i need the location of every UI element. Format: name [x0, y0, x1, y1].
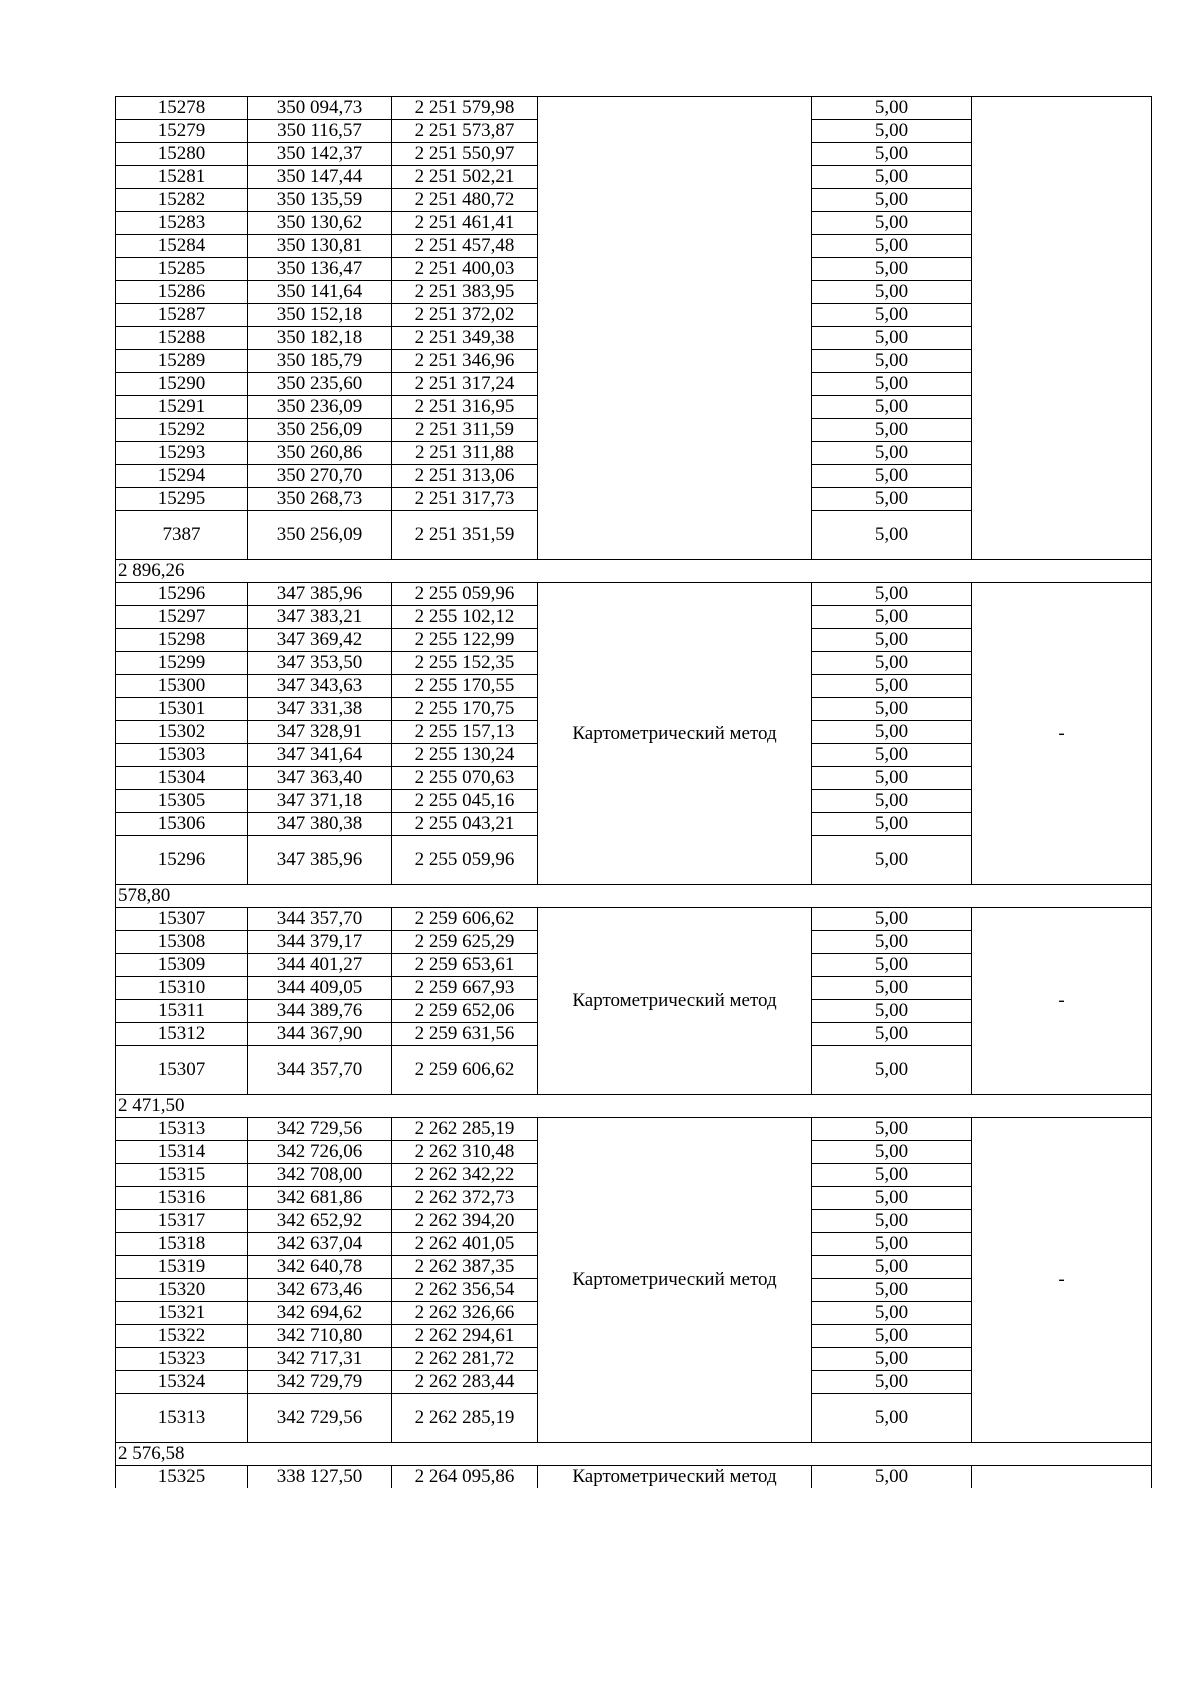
coord-y: 2 251 311,88 [392, 442, 538, 465]
coord-y: 2 251 317,73 [392, 488, 538, 511]
precision-value: 5,00 [812, 419, 972, 442]
precision-value: 5,00 [812, 1302, 972, 1325]
coord-y: 2 259 667,93 [392, 977, 538, 1000]
coord-x: 350 130,62 [248, 212, 392, 235]
coord-x: 350 236,09 [248, 396, 392, 419]
area-value: 2 896,26 [116, 560, 1152, 583]
precision-value: 5,00 [812, 258, 972, 281]
point-number: 15296 [116, 583, 248, 606]
coord-x: 342 673,46 [248, 1279, 392, 1302]
point-number: 15322 [116, 1325, 248, 1348]
coord-y: 2 262 285,19 [392, 1394, 538, 1443]
coord-y: 2 255 059,96 [392, 583, 538, 606]
coord-y: 2 255 170,75 [392, 698, 538, 721]
note-cell: - [972, 908, 1152, 1095]
precision-value: 5,00 [812, 511, 972, 560]
coord-y: 2 262 401,05 [392, 1233, 538, 1256]
coord-x: 347 343,63 [248, 675, 392, 698]
point-number: 15300 [116, 675, 248, 698]
table-row [116, 97, 1152, 120]
point-number: 15299 [116, 652, 248, 675]
coord-x: 342 729,56 [248, 1118, 392, 1141]
note-cell [972, 1466, 1152, 1489]
precision-value: 5,00 [812, 1000, 972, 1023]
point-number: 15304 [116, 767, 248, 790]
precision-value: 5,00 [812, 1164, 972, 1187]
coord-y: 2 251 383,95 [392, 281, 538, 304]
precision-value: 5,00 [812, 606, 972, 629]
precision-value: 5,00 [812, 143, 972, 166]
coord-y: 2 251 550,97 [392, 143, 538, 166]
coord-y: 2 255 045,16 [392, 790, 538, 813]
point-number: 15301 [116, 698, 248, 721]
precision-value: 5,00 [812, 767, 972, 790]
precision-value: 5,00 [812, 790, 972, 813]
precision-value: 5,00 [812, 1233, 972, 1256]
coord-y: 2 259 631,56 [392, 1023, 538, 1046]
coord-y: 2 251 457,48 [392, 235, 538, 258]
coord-x: 350 270,70 [248, 465, 392, 488]
point-number: 15313 [116, 1394, 248, 1443]
coord-x: 350 116,57 [248, 120, 392, 143]
precision-value: 5,00 [812, 977, 972, 1000]
coord-y: 2 259 606,62 [392, 908, 538, 931]
point-number: 15320 [116, 1279, 248, 1302]
coord-y: 2 259 606,62 [392, 1046, 538, 1095]
note-cell: - [972, 583, 1152, 885]
coord-y: 2 251 313,06 [392, 465, 538, 488]
area-row [116, 1095, 1152, 1118]
coord-y: 2 262 285,19 [392, 1118, 538, 1141]
coord-x: 347 363,40 [248, 767, 392, 790]
point-number: 15305 [116, 790, 248, 813]
point-number: 15316 [116, 1187, 248, 1210]
precision-value: 5,00 [812, 212, 972, 235]
coord-y: 2 255 152,35 [392, 652, 538, 675]
coord-y: 2 262 283,44 [392, 1371, 538, 1394]
coord-x: 344 409,05 [248, 977, 392, 1000]
point-number: 15317 [116, 1210, 248, 1233]
coord-x: 350 260,86 [248, 442, 392, 465]
coord-y: 2 262 326,66 [392, 1302, 538, 1325]
precision-value: 5,00 [812, 1256, 972, 1279]
coord-y: 2 255 059,96 [392, 836, 538, 885]
point-number: 15306 [116, 813, 248, 836]
precision-value: 5,00 [812, 488, 972, 511]
point-number: 15308 [116, 931, 248, 954]
precision-value: 5,00 [812, 1187, 972, 1210]
coord-x: 350 142,37 [248, 143, 392, 166]
point-number: 15289 [116, 350, 248, 373]
coord-x: 347 353,50 [248, 652, 392, 675]
coord-y: 2 251 372,02 [392, 304, 538, 327]
coord-x: 347 369,42 [248, 629, 392, 652]
point-number: 15290 [116, 373, 248, 396]
area-value: 578,80 [116, 885, 1152, 908]
point-number: 15296 [116, 836, 248, 885]
area-value: 2 471,50 [116, 1095, 1152, 1118]
note-cell [972, 97, 1152, 560]
area-row [116, 885, 1152, 908]
point-number: 15311 [116, 1000, 248, 1023]
coord-y: 2 262 356,54 [392, 1279, 538, 1302]
coord-y: 2 259 625,29 [392, 931, 538, 954]
point-number: 15298 [116, 629, 248, 652]
coord-x: 350 135,59 [248, 189, 392, 212]
precision-value: 5,00 [812, 583, 972, 606]
coord-x: 350 094,73 [248, 97, 392, 120]
precision-value: 5,00 [812, 327, 972, 350]
point-number: 15302 [116, 721, 248, 744]
coord-y: 2 251 316,95 [392, 396, 538, 419]
coord-x: 350 136,47 [248, 258, 392, 281]
coord-y: 2 251 502,21 [392, 166, 538, 189]
coord-y: 2 262 342,22 [392, 1164, 538, 1187]
coord-y: 2 251 311,59 [392, 419, 538, 442]
coord-x: 342 729,56 [248, 1394, 392, 1443]
coord-x: 350 256,09 [248, 419, 392, 442]
coord-y: 2 251 461,41 [392, 212, 538, 235]
coordinates-table-body [116, 97, 1152, 1489]
point-number: 15285 [116, 258, 248, 281]
coord-y: 2 251 351,59 [392, 511, 538, 560]
precision-value: 5,00 [812, 166, 972, 189]
point-number: 15319 [116, 1256, 248, 1279]
precision-value: 5,00 [812, 120, 972, 143]
point-number: 15307 [116, 908, 248, 931]
coord-y: 2 255 130,24 [392, 744, 538, 767]
coord-x: 342 637,04 [248, 1233, 392, 1256]
point-number: 15280 [116, 143, 248, 166]
point-number: 15312 [116, 1023, 248, 1046]
coord-y: 2 251 317,24 [392, 373, 538, 396]
precision-value: 5,00 [812, 721, 972, 744]
coord-y: 2 255 070,63 [392, 767, 538, 790]
point-number: 15286 [116, 281, 248, 304]
precision-value: 5,00 [812, 744, 972, 767]
precision-value: 5,00 [812, 836, 972, 885]
precision-value: 5,00 [812, 1371, 972, 1394]
coord-y: 2 262 387,35 [392, 1256, 538, 1279]
method-cell: Картометрический метод [538, 1118, 812, 1443]
coord-x: 347 341,64 [248, 744, 392, 767]
precision-value: 5,00 [812, 1394, 972, 1443]
point-number: 15323 [116, 1348, 248, 1371]
coord-x: 350 152,18 [248, 304, 392, 327]
precision-value: 5,00 [812, 1141, 972, 1164]
coord-x: 347 385,96 [248, 583, 392, 606]
coord-y: 2 251 579,98 [392, 97, 538, 120]
coord-y: 2 255 122,99 [392, 629, 538, 652]
point-number: 15279 [116, 120, 248, 143]
point-number: 15318 [116, 1233, 248, 1256]
coord-x: 344 367,90 [248, 1023, 392, 1046]
coord-x: 347 328,91 [248, 721, 392, 744]
precision-value: 5,00 [812, 281, 972, 304]
precision-value: 5,00 [812, 373, 972, 396]
coord-x: 350 141,64 [248, 281, 392, 304]
coord-x: 338 127,50 [248, 1466, 392, 1489]
precision-value: 5,00 [812, 908, 972, 931]
table-row [116, 1466, 1152, 1489]
coord-y: 2 251 349,38 [392, 327, 538, 350]
coord-y: 2 255 043,21 [392, 813, 538, 836]
precision-value: 5,00 [812, 954, 972, 977]
area-row [116, 560, 1152, 583]
precision-value: 5,00 [812, 1118, 972, 1141]
coord-x: 342 708,00 [248, 1164, 392, 1187]
coord-x: 344 389,76 [248, 1000, 392, 1023]
coord-x: 350 268,73 [248, 488, 392, 511]
note-cell: - [972, 1118, 1152, 1443]
coord-y: 2 259 653,61 [392, 954, 538, 977]
precision-value: 5,00 [812, 1325, 972, 1348]
point-number: 15321 [116, 1302, 248, 1325]
coord-x: 342 694,62 [248, 1302, 392, 1325]
coord-y: 2 255 102,12 [392, 606, 538, 629]
coord-y: 2 262 394,20 [392, 1210, 538, 1233]
coord-x: 350 130,81 [248, 235, 392, 258]
area-row [116, 1443, 1152, 1466]
coord-y: 2 255 157,13 [392, 721, 538, 744]
coord-x: 347 383,21 [248, 606, 392, 629]
precision-value: 5,00 [812, 698, 972, 721]
coord-y: 2 251 573,87 [392, 120, 538, 143]
precision-value: 5,00 [812, 350, 972, 373]
coord-x: 342 717,31 [248, 1348, 392, 1371]
coord-x: 344 401,27 [248, 954, 392, 977]
coord-x: 350 185,79 [248, 350, 392, 373]
point-number: 15288 [116, 327, 248, 350]
precision-value: 5,00 [812, 97, 972, 120]
coordinates-document [115, 96, 1151, 1488]
table-row [116, 583, 1152, 606]
coord-x: 342 652,92 [248, 1210, 392, 1233]
coord-x: 350 235,60 [248, 373, 392, 396]
point-number: 15303 [116, 744, 248, 767]
coord-y: 2 264 095,86 [392, 1466, 538, 1489]
precision-value: 5,00 [812, 675, 972, 698]
point-number: 15281 [116, 166, 248, 189]
point-number: 15293 [116, 442, 248, 465]
table-row [116, 1118, 1152, 1141]
point-number: 15294 [116, 465, 248, 488]
coord-x: 342 710,80 [248, 1325, 392, 1348]
point-number: 15295 [116, 488, 248, 511]
coord-x: 344 357,70 [248, 908, 392, 931]
point-number: 15278 [116, 97, 248, 120]
precision-value: 5,00 [812, 442, 972, 465]
precision-value: 5,00 [812, 465, 972, 488]
point-number: 15282 [116, 189, 248, 212]
coord-x: 350 256,09 [248, 511, 392, 560]
coord-y: 2 255 170,55 [392, 675, 538, 698]
point-number: 15315 [116, 1164, 248, 1187]
coord-x: 342 640,78 [248, 1256, 392, 1279]
coord-y: 2 262 294,61 [392, 1325, 538, 1348]
point-number: 15292 [116, 419, 248, 442]
coord-y: 2 262 310,48 [392, 1141, 538, 1164]
method-cell: Картометрический метод [538, 1466, 812, 1489]
point-number: 15309 [116, 954, 248, 977]
point-number: 15284 [116, 235, 248, 258]
coord-x: 347 371,18 [248, 790, 392, 813]
area-value: 2 576,58 [116, 1443, 1152, 1466]
precision-value: 5,00 [812, 1210, 972, 1233]
coord-y: 2 262 372,73 [392, 1187, 538, 1210]
coordinates-table [115, 96, 1152, 1488]
precision-value: 5,00 [812, 652, 972, 675]
point-number: 15324 [116, 1371, 248, 1394]
coord-x: 347 380,38 [248, 813, 392, 836]
point-number: 15310 [116, 977, 248, 1000]
precision-value: 5,00 [812, 235, 972, 258]
precision-value: 5,00 [812, 304, 972, 327]
point-number: 15291 [116, 396, 248, 419]
precision-value: 5,00 [812, 1348, 972, 1371]
point-number: 7387 [116, 511, 248, 560]
precision-value: 5,00 [812, 396, 972, 419]
precision-value: 5,00 [812, 1046, 972, 1095]
precision-value: 5,00 [812, 931, 972, 954]
coord-y: 2 251 346,96 [392, 350, 538, 373]
coord-y: 2 251 400,03 [392, 258, 538, 281]
coord-x: 350 147,44 [248, 166, 392, 189]
point-number: 15297 [116, 606, 248, 629]
precision-value: 5,00 [812, 1023, 972, 1046]
table-row [116, 908, 1152, 931]
coord-x: 347 331,38 [248, 698, 392, 721]
coord-y: 2 259 652,06 [392, 1000, 538, 1023]
method-cell: Картометрический метод [538, 908, 812, 1095]
precision-value: 5,00 [812, 1466, 972, 1489]
coord-x: 342 729,79 [248, 1371, 392, 1394]
precision-value: 5,00 [812, 813, 972, 836]
point-number: 15307 [116, 1046, 248, 1095]
point-number: 15325 [116, 1466, 248, 1489]
coord-x: 344 357,70 [248, 1046, 392, 1095]
coord-x: 344 379,17 [248, 931, 392, 954]
precision-value: 5,00 [812, 1279, 972, 1302]
precision-value: 5,00 [812, 629, 972, 652]
point-number: 15314 [116, 1141, 248, 1164]
point-number: 15313 [116, 1118, 248, 1141]
coord-x: 350 182,18 [248, 327, 392, 350]
point-number: 15283 [116, 212, 248, 235]
coord-y: 2 262 281,72 [392, 1348, 538, 1371]
precision-value: 5,00 [812, 189, 972, 212]
method-cell [538, 97, 812, 560]
coord-y: 2 251 480,72 [392, 189, 538, 212]
coord-x: 347 385,96 [248, 836, 392, 885]
coord-x: 342 681,86 [248, 1187, 392, 1210]
method-cell: Картометрический метод [538, 583, 812, 885]
point-number: 15287 [116, 304, 248, 327]
coord-x: 342 726,06 [248, 1141, 392, 1164]
